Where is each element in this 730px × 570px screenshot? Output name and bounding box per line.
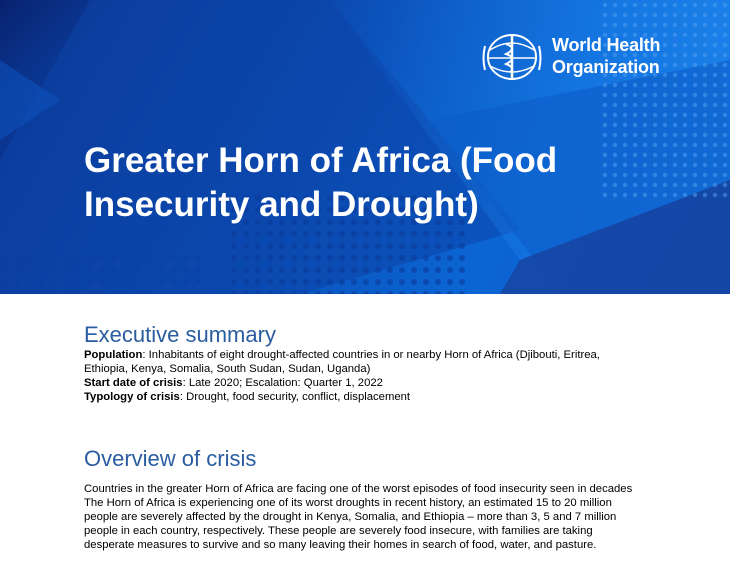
start-date-label: Start date of crisis <box>84 377 183 389</box>
who-logo <box>482 28 682 86</box>
typology-line <box>84 390 644 404</box>
organization-name <box>552 34 660 78</box>
overview-paragraph: Countries in the greater Horn of Africa are facing one of the worst episodes of food insecurity seen in decades The Horn of Africa is experiencing one of its worst droughts in recent history, an estimated 15 to 20 million people are severely affected by the drought in Kenya, Somalia, and Ethiopia – more than 3, 5 and 7 million people in each country, respectively. These people are severely food insecure, with families are taking desperate measures to survive and so many leaving their homes in search of food, water, and pasture. <box>84 483 633 551</box>
org-line-2: Organization <box>552 57 660 77</box>
page-title: Greater Horn of Africa (Food Insecurity and Drought) <box>84 141 558 224</box>
who-emblem-icon <box>482 28 542 86</box>
overview-heading: Overview of crisis <box>84 446 257 471</box>
typology-text: : Drought, food security, conflict, displacement <box>179 391 411 403</box>
population-label: Population <box>84 349 143 361</box>
executive-summary-section <box>84 322 644 404</box>
start-date-line <box>84 376 644 390</box>
summary-details <box>84 348 644 404</box>
start-date-text: : Late 2020; Escalation: Quarter 1, 2022 <box>182 377 383 389</box>
population-text: : Inhabitants of eight drought-affected countries in or nearby Horn of Africa (Djibouti, Eritrea, Ethiopia, Kenya, Somalia, South Sudan, Sudan, Uganda) <box>84 349 600 375</box>
population-line <box>84 348 644 376</box>
typology-label: Typology of crisis <box>84 391 180 403</box>
org-line-1: World Health <box>552 35 661 55</box>
executive-summary-heading: Executive summary <box>84 322 276 347</box>
